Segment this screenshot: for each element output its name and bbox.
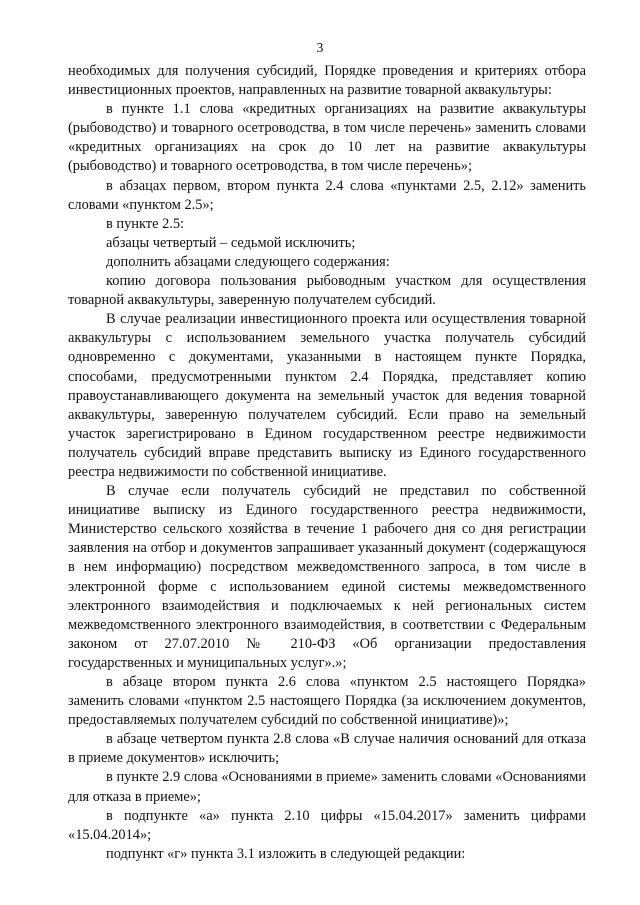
paragraph: в пункте 1.1 слова «кредитных организациях на развитие аквакультуры (рыбоводство) и товарного осетроводства, в том числе перечень» заменить словами «кредитных организациях на срок до 10 лет на развитие аквакультуры (рыбоводство) и товарного осетроводства, в том числе перечень»; — [68, 101, 586, 175]
paragraph: в абзаце втором пункта 2.6 слова «пунктом 2.5 настоящего Порядка» заменить словами «пунктом 2.5 настоящего Порядка (за исключением документов, предоставляемых получателем субсидий по собственной инициативе)»; — [68, 674, 586, 729]
paragraph: дополнить абзацами следующего содержания: — [106, 253, 390, 270]
paragraph: копию договора пользования рыбоводным участком для осуществления товарной аквакультуры, заверенную получателем субсидий. — [68, 273, 586, 309]
paragraph: в абзацах первом, втором пункта 2.4 слова «пунктами 2.5, 2.12» заменить словами «пунктом 2.5»; — [68, 177, 586, 213]
paragraph: абзацы четвертый – седьмой исключить; — [106, 234, 356, 251]
paragraph: в абзаце четвертом пункта 2.8 слова «В случае наличия оснований для отказа в приеме документов» исключить; — [68, 731, 586, 767]
paragraph: В случае если получатель субсидий не представил по собственной инициативе выписку из Единого государственного реестра недвижимости, Министерство сельского хозяйства в течение 1 рабочего дня со дня регистрации заявления на отбор и документов запрашивает указанный документ (содержащуюся в нем информацию) посредством межведомственного запроса, в том числе в электронной форме с использованием единой системы межведомственного электронного взаимодействия и подключаемых к ней региональных систем межведомственного электронного взаимодействия, в соответствии с Федеральным законом от 27.07.2010 № 210-ФЗ «Об организации предоставления государственных и муниципальных услуг».»; — [68, 483, 586, 671]
paragraph: в подпункте «а» пункта 2.10 цифры «15.04.2017» заменить цифрами «15.04.2014»; — [68, 807, 586, 843]
document-body — [68, 62, 586, 864]
page-number: 3 — [316, 40, 324, 55]
paragraph: необходимых для получения субсидий, Порядке проведения и критериях отбора инвестиционных проектов, направленных на развитие товарной аквакультуры: — [68, 63, 586, 99]
paragraph: В случае реализации инвестиционного проекта или осуществления товарной аквакультуры с использованием земельного участка получатель субсидий одновременно с документами, указанными в настоящем пункте Порядка, способами, предусмотренными пунктом 2.4 Порядка, представляет копию правоустанавливающего документа на земельный участок для ведения товарной аквакультуры, заверенную получателем субсидий. Если право на земельный участок зарегистрировано в Едином государственном реестре недвижимости получатель субсидий вправе представить выписку из Единого государственного реестра недвижимости по собственной инициативе. — [68, 311, 586, 480]
paragraph: подпункт «г» пункта 3.1 изложить в следующей редакции: — [106, 845, 466, 862]
paragraph: в пункте 2.5: — [106, 215, 185, 232]
paragraph: в пункте 2.9 слова «Основаниями в приеме» заменить словами «Основаниями для отказа в приеме»; — [68, 769, 586, 805]
